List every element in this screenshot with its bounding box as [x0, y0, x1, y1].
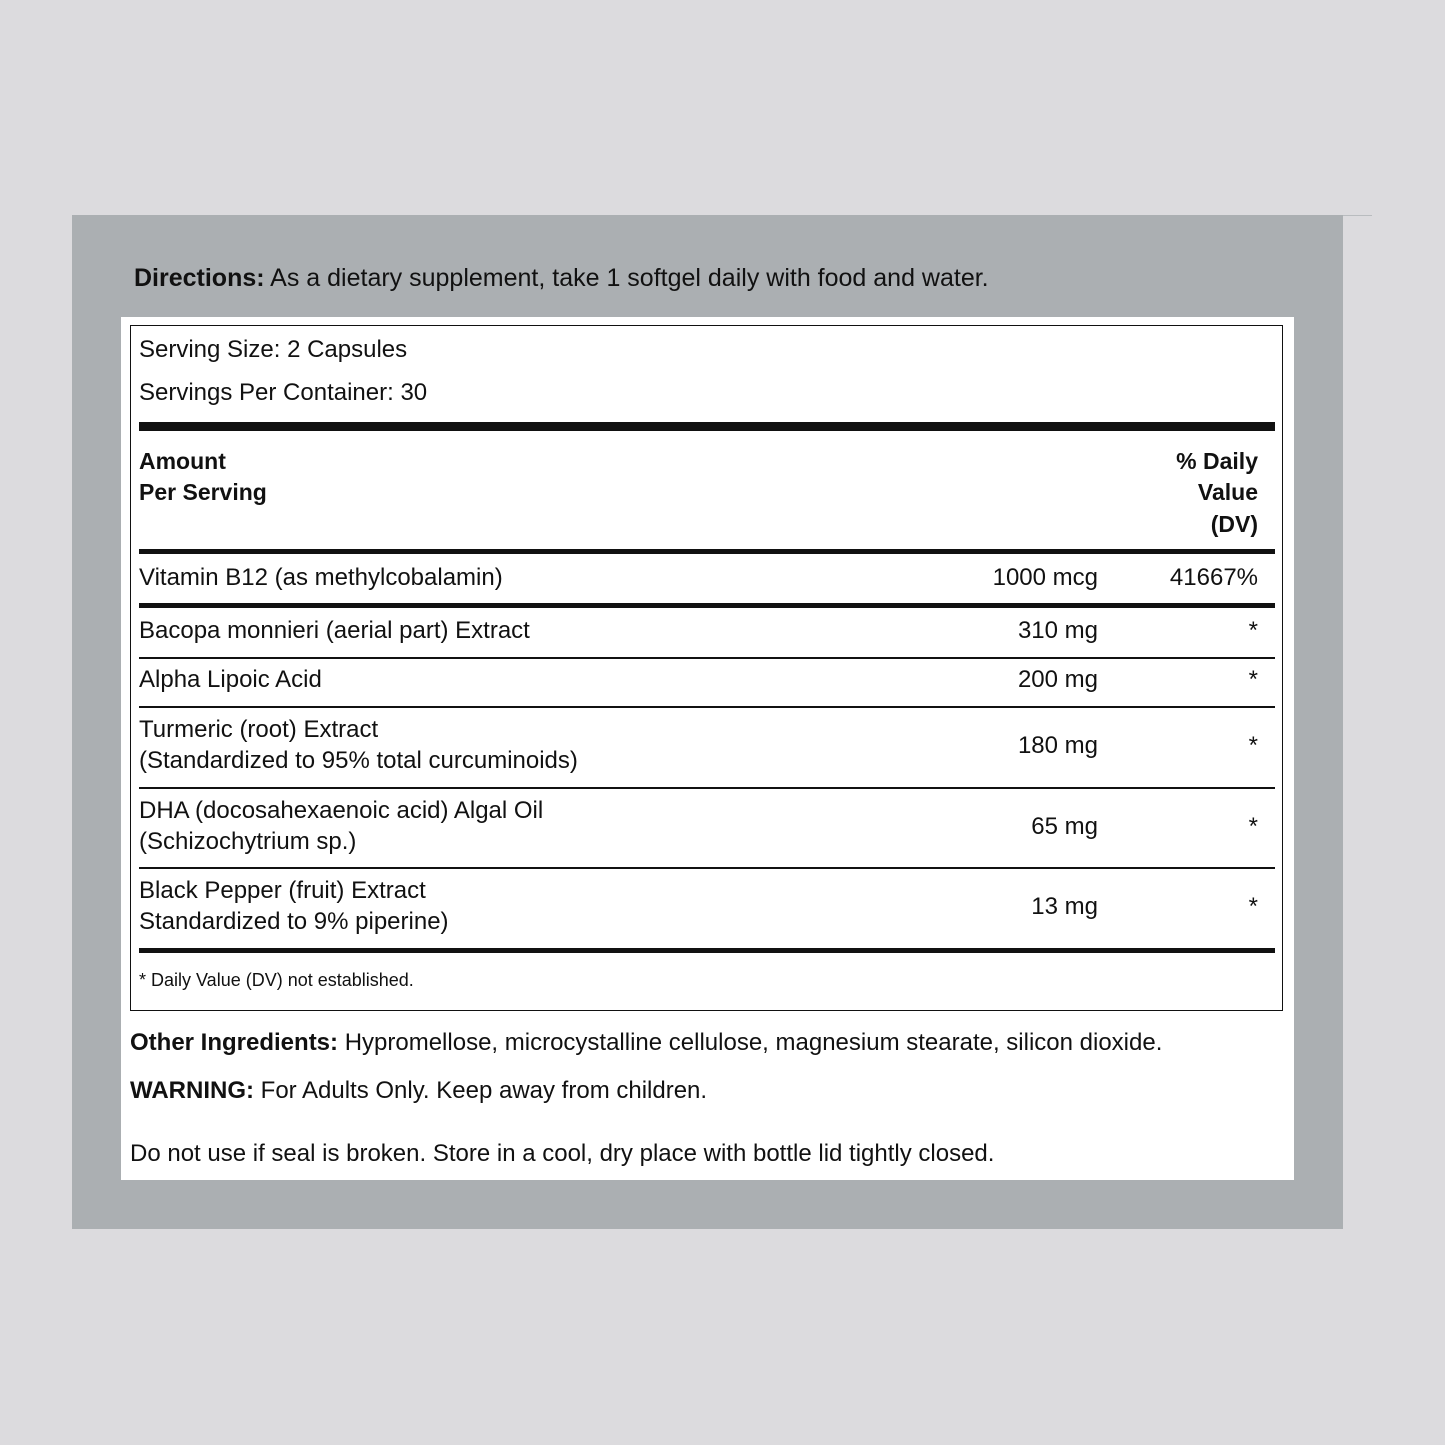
header-amount-line1: Amount: [139, 448, 226, 474]
thick-divider-top: [139, 422, 1275, 431]
divider-row: [139, 657, 1275, 659]
footnote: * Daily Value (DV) not established.: [139, 970, 414, 990]
row-dv: *: [1248, 666, 1258, 693]
row-amount: 310 mg: [1017, 617, 1098, 644]
row-name: Bacopa monnieri (aerial part) Extract: [139, 617, 530, 644]
serving-size: Serving Size: 2 Capsules: [139, 336, 408, 363]
row-name: Black Pepper (fruit) Extract: [139, 877, 426, 904]
row-dv: *: [1248, 617, 1258, 644]
row-name-sub: (Schizochytrium sp.): [139, 828, 357, 855]
row-name: Vitamin B12 (as methylcobalamin): [139, 564, 503, 591]
row-name: Alpha Lipoic Acid: [139, 666, 322, 693]
other-ingredients-label: Other Ingredients:: [130, 1029, 339, 1056]
row-dv: 41667%: [1169, 564, 1258, 591]
directions-body: As a dietary supplement, take 1 softgel daily with food and water.: [264, 264, 989, 292]
header-dv-line1: % Daily: [1176, 448, 1258, 474]
other-ingredients-text: Hypromellose, microcystalline cellulose, magnesium stearate, silicon dioxide.: [338, 1029, 1163, 1056]
divider-row: [139, 603, 1275, 608]
row-dv: *: [1248, 732, 1258, 759]
row-dv: *: [1248, 813, 1258, 840]
other-ingredients: [130, 1027, 1162, 1058]
divider-row: [139, 867, 1275, 869]
thick-divider-bottom: [139, 948, 1275, 953]
directions-label: Directions:: [134, 264, 265, 292]
row-name-sub: (Standardized to 95% total curcuminoids): [139, 747, 578, 774]
panel-edge-line: [1343, 215, 1372, 216]
row-name: Turmeric (root) Extract: [139, 716, 379, 743]
row-name: DHA (docosahexaenoic acid) Algal Oil: [139, 797, 544, 824]
servings-per-container: Servings Per Container: 30: [139, 379, 428, 406]
header-dv-line3: (DV): [1210, 511, 1258, 537]
row-amount: 1000 mcg: [992, 564, 1098, 591]
row-dv: *: [1248, 893, 1258, 920]
row-name-sub: Standardized to 9% piperine): [139, 908, 449, 935]
header-amount-line2: Per Serving: [139, 479, 267, 505]
warning: [130, 1075, 707, 1106]
row-amount: 180 mg: [1017, 732, 1098, 759]
row-amount: 65 mg: [1031, 813, 1098, 840]
row-amount: 200 mg: [1017, 666, 1098, 693]
directions-text: [134, 262, 989, 294]
divider-row: [139, 706, 1275, 708]
storage-instructions: Do not use if seal is broken. Store in a cool, dry place with bottle lid tightly closed.: [130, 1140, 995, 1167]
warning-label: WARNING:: [130, 1077, 254, 1104]
divider-row: [139, 787, 1275, 789]
header-dv-line2: Value: [1197, 479, 1258, 505]
row-amount: 13 mg: [1031, 893, 1098, 920]
warning-text: For Adults Only. Keep away from children.: [253, 1077, 708, 1104]
divider-header: [139, 549, 1275, 554]
